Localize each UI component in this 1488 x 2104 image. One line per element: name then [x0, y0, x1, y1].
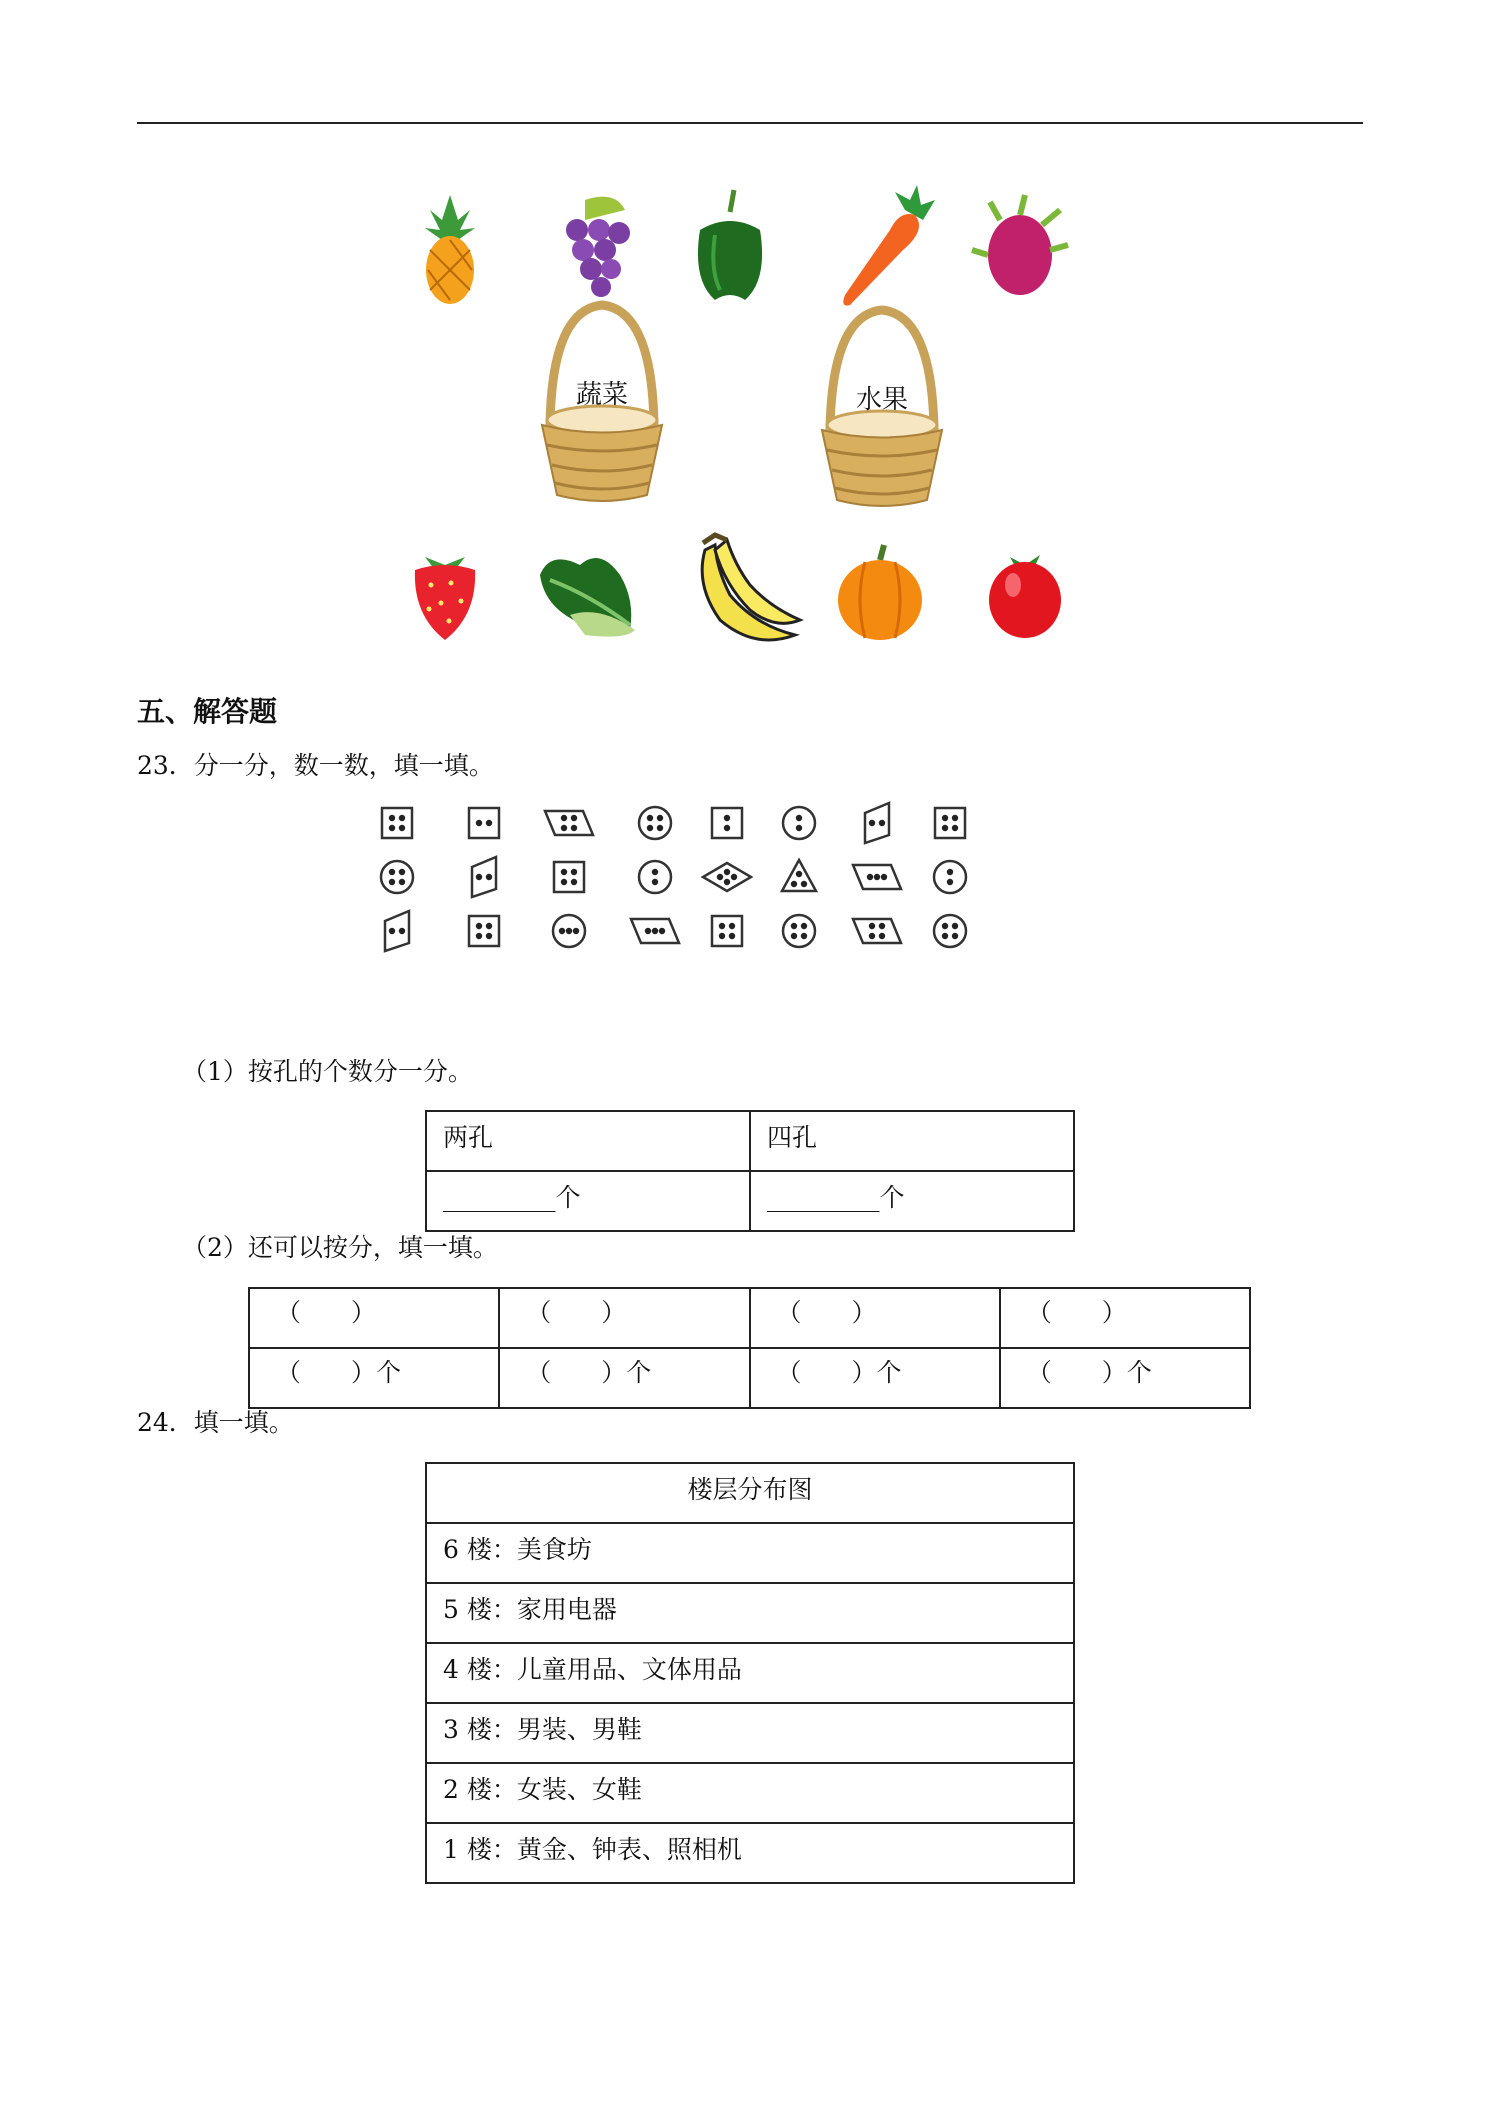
vegetable-basket-label: 蔬菜: [575, 380, 629, 410]
question-23-prompt: 23．分一分，数一数，填一填。: [137, 751, 494, 780]
dragon-fruit-icon: [972, 195, 1068, 295]
floor-directory-table: [425, 1462, 1075, 1884]
header-rule: [137, 122, 1363, 124]
fruit-basket-label: 水果: [855, 385, 909, 415]
square-button-icon: [469, 808, 499, 838]
round-button-icon: [381, 861, 413, 893]
grapes-icon: [566, 197, 630, 297]
shape-category-table: [248, 1287, 1251, 1409]
count-blank[interactable]: （ ）个: [1000, 1348, 1250, 1408]
round-button-icon: [639, 807, 671, 839]
category-blank[interactable]: （ ）: [249, 1288, 499, 1348]
slanted-button-icon: [472, 857, 496, 897]
square-button-icon: [382, 808, 412, 838]
category-blank[interactable]: （ ）: [750, 1288, 1000, 1348]
slanted-button-icon: [385, 911, 409, 951]
question-23-part-1: （1）按孔的个数分一分。: [182, 1057, 473, 1086]
square-button-icon: [712, 808, 742, 838]
triangle-button-icon: [782, 860, 816, 891]
hole-count-table: [425, 1110, 1075, 1232]
slanted-button-icon: [865, 803, 889, 843]
question-24-prompt: 24．填一填。: [137, 1408, 294, 1437]
floor-row: 2 楼：女装、女鞋: [426, 1763, 1074, 1823]
count-blank[interactable]: （ ）个: [499, 1348, 749, 1408]
floor-row: 3 楼：男装、男鞋: [426, 1703, 1074, 1763]
banana-icon: [702, 535, 800, 640]
bok-choy-icon: [540, 558, 635, 637]
two-holes-answer-blank[interactable]: _________个: [426, 1171, 750, 1231]
table-header-four-holes: 四孔: [750, 1111, 1074, 1171]
round-button-icon: [934, 861, 966, 893]
parallelogram-button-icon: [853, 865, 901, 889]
round-button-icon: [934, 915, 966, 947]
square-button-icon: [554, 862, 584, 892]
strawberry-icon: [415, 557, 475, 640]
section-heading: 五、解答题: [137, 695, 278, 728]
table-header-two-holes: 两孔: [426, 1111, 750, 1171]
square-button-icon: [935, 808, 965, 838]
round-button-icon: [783, 807, 815, 839]
fruit-basket: [822, 310, 942, 506]
tomato-icon: [989, 555, 1061, 638]
green-pepper-icon: [698, 190, 762, 300]
square-button-icon: [469, 916, 499, 946]
round-button-icon: [553, 915, 585, 947]
buttons-picture: [370, 800, 1175, 1025]
floor-row: 4 楼：儿童用品、文体用品: [426, 1643, 1074, 1703]
category-blank[interactable]: （ ）: [499, 1288, 749, 1348]
parallelogram-button-icon: [853, 919, 901, 943]
round-button-icon: [783, 915, 815, 947]
floor-row: 5 楼：家用电器: [426, 1583, 1074, 1643]
count-blank[interactable]: （ ）个: [249, 1348, 499, 1408]
vegetable-basket: [542, 305, 662, 501]
category-blank[interactable]: （ ）: [1000, 1288, 1250, 1348]
count-blank[interactable]: （ ）个: [750, 1348, 1000, 1408]
floor-row: 6 楼：美食坊: [426, 1523, 1074, 1583]
diamond-button-icon: [703, 863, 751, 891]
parallelogram-button-icon: [545, 811, 593, 835]
parallelogram-button-icon: [631, 919, 679, 943]
square-button-icon: [712, 916, 742, 946]
floor-row: 1 楼：黄金、钟表、照相机: [426, 1823, 1074, 1883]
floor-directory-title: 楼层分布图: [426, 1463, 1074, 1523]
four-holes-answer-blank[interactable]: _________个: [750, 1171, 1074, 1231]
round-button-icon: [639, 861, 671, 893]
pumpkin-icon: [838, 545, 922, 640]
carrot-icon: [843, 185, 935, 306]
pineapple-icon: [425, 195, 475, 304]
question-23-part-2: （2）还可以按分，填一填。: [182, 1233, 498, 1262]
fruit-vegetable-picture: [395, 180, 1160, 675]
